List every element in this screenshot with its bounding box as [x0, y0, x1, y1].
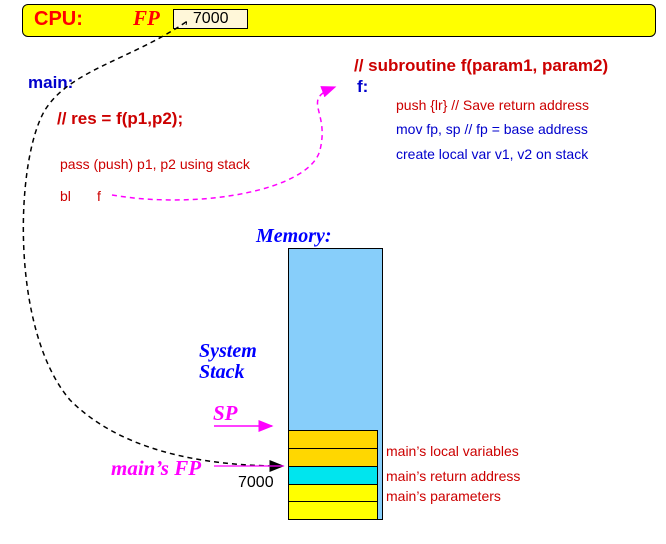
fp-address-label: 7000 — [238, 474, 274, 491]
main-call-comment: // res = f(p1,p2); — [57, 109, 184, 128]
main-bl-target: f — [97, 188, 101, 204]
fp-register-value: , 7000 — [184, 10, 229, 27]
memory-title: Memory: — [256, 225, 332, 247]
main-bl-instruction: bl — [60, 188, 71, 204]
main-label: main: — [28, 73, 74, 92]
annotation-local-variables: main’s local variables — [386, 443, 519, 459]
subroutine-mov-fp: mov fp, sp // fp = base address — [396, 121, 588, 137]
annotation-return-address: main’s return address — [386, 468, 521, 484]
fp-register-label: FP — [133, 6, 160, 30]
main-push-params: pass (push) p1, p2 using stack — [60, 156, 250, 172]
subroutine-create-locals: create local var v1, v2 on stack — [396, 146, 589, 162]
annotation-parameters: main’s parameters — [386, 488, 501, 504]
subroutine-label: f: — [357, 77, 369, 96]
system-stack-label-1: System — [199, 340, 257, 362]
fp-pointer-arrow — [23, 22, 283, 466]
subroutine-comment: // subroutine f(param1, param2) — [354, 56, 609, 75]
mains-fp-label: main’s FP — [111, 456, 202, 480]
cpu-label: CPU: — [34, 8, 83, 30]
bl-call-arrow — [112, 87, 335, 200]
subroutine-push-lr: push {lr} // Save return address — [396, 97, 589, 113]
sp-label: SP — [213, 401, 238, 425]
system-stack-label-2: Stack — [199, 361, 245, 383]
